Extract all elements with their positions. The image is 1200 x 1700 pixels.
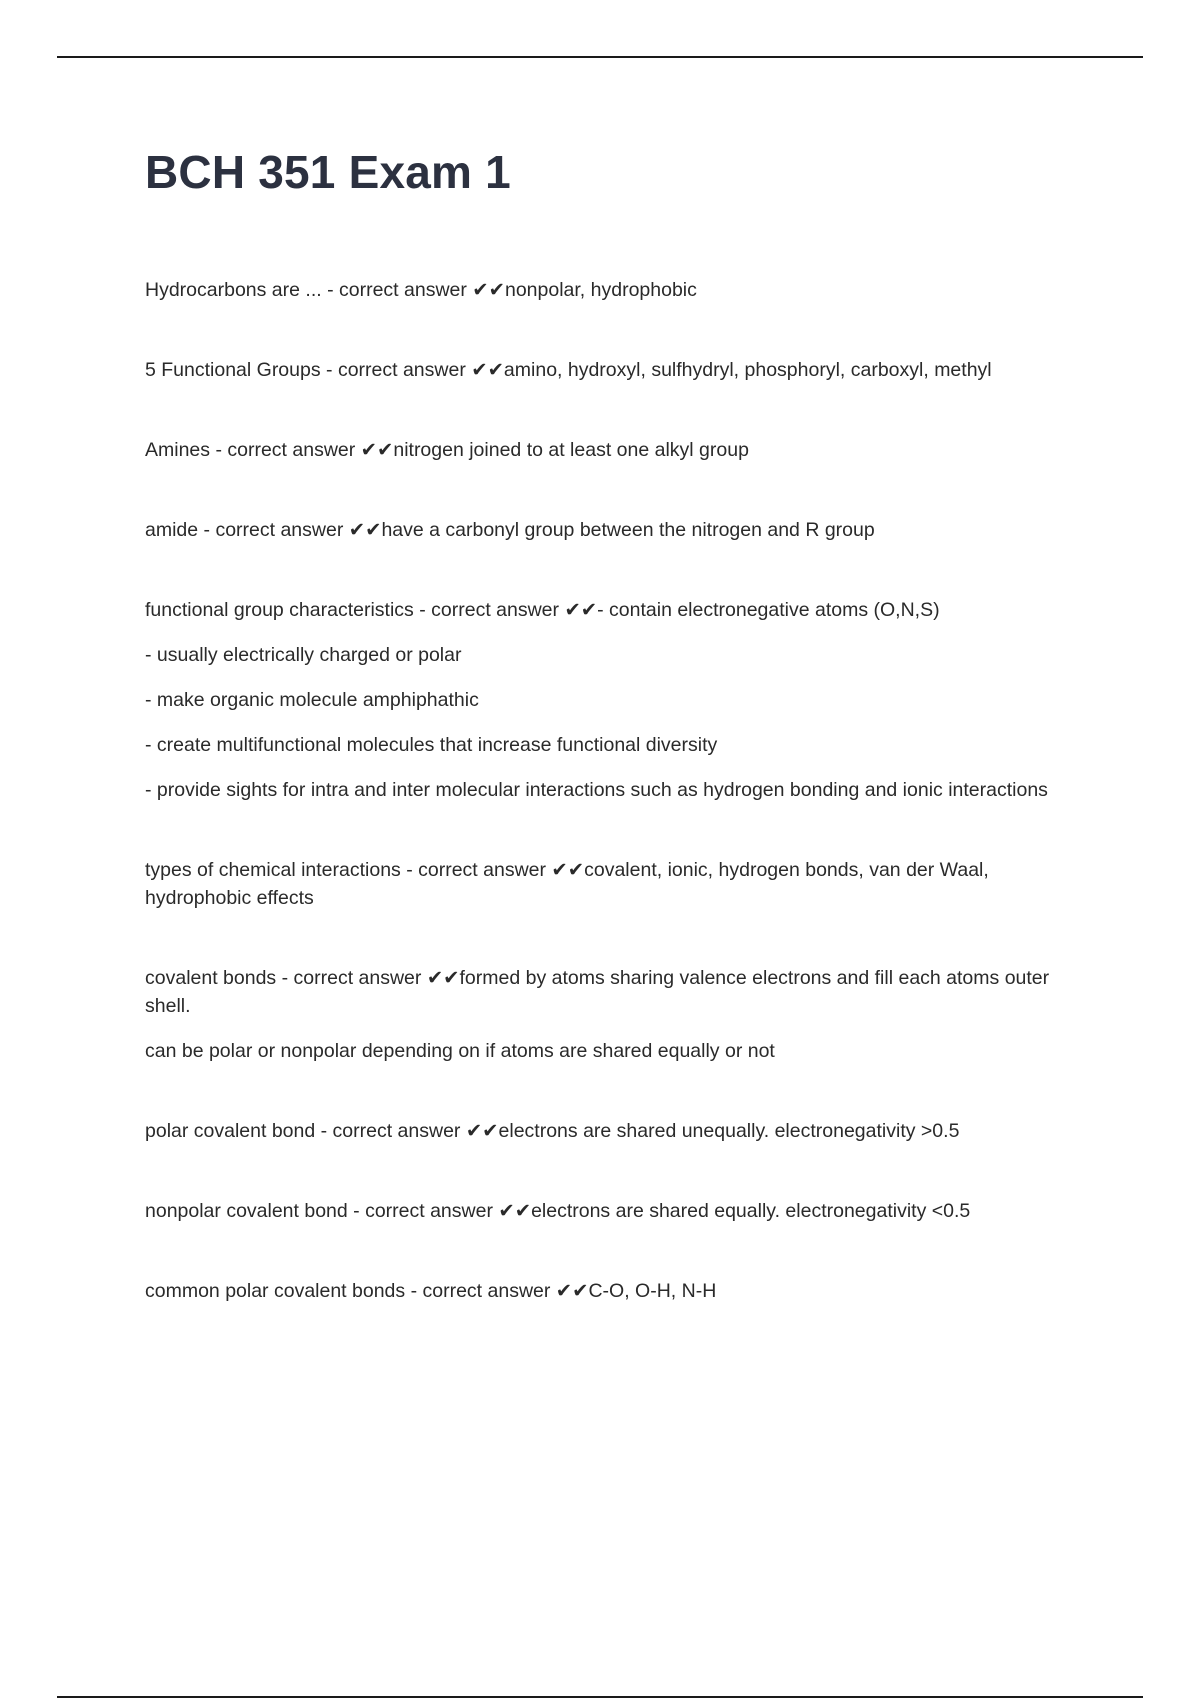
answer: have a carbonyl group between the nitrogen and R group bbox=[381, 519, 875, 541]
separator: - correct answer bbox=[405, 1280, 556, 1302]
check-icon: ✔✔ bbox=[348, 519, 382, 541]
term: nonpolar covalent bond bbox=[145, 1200, 348, 1222]
check-icon: ✔✔ bbox=[551, 859, 585, 881]
qa-question-line bbox=[145, 276, 1065, 304]
answer: nonpolar, hydrophobic bbox=[504, 279, 697, 301]
separator: - correct answer bbox=[315, 1120, 466, 1142]
qa-question-line bbox=[145, 516, 1065, 544]
page-title: BCH 351 Exam 1 bbox=[145, 146, 511, 198]
check-icon: ✔✔ bbox=[465, 1120, 499, 1142]
separator: - correct answer bbox=[320, 359, 472, 381]
check-icon: ✔✔ bbox=[472, 279, 505, 301]
term: functional group characteristics bbox=[145, 599, 414, 621]
qa-question-line bbox=[145, 356, 1065, 384]
term: 5 Functional Groups bbox=[145, 359, 321, 381]
qa-item bbox=[145, 1197, 1065, 1225]
check-icon: ✔✔ bbox=[564, 599, 598, 621]
separator: - correct answer bbox=[413, 599, 565, 621]
separator: - correct answer bbox=[400, 859, 552, 881]
separator: - correct answer bbox=[276, 967, 427, 989]
check-icon: ✔✔ bbox=[471, 359, 504, 381]
check-icon: ✔✔ bbox=[498, 1200, 532, 1222]
separator: - correct answer bbox=[198, 519, 349, 541]
qa-question-line bbox=[145, 436, 1065, 464]
separator: - correct answer bbox=[321, 279, 473, 301]
qa-item bbox=[145, 596, 1065, 804]
top-rule bbox=[57, 56, 1143, 58]
term: amide bbox=[145, 519, 199, 541]
qa-question-line bbox=[145, 1117, 1065, 1145]
answer-continuation: - make organic molecule amphiphathic bbox=[145, 689, 479, 711]
qa-item bbox=[145, 964, 1065, 1065]
answer: electrons are shared unequally. electronegativity >0.5 bbox=[498, 1120, 960, 1142]
qa-question-line bbox=[145, 596, 1065, 624]
qa-question-line bbox=[145, 856, 1065, 912]
qa-item bbox=[145, 276, 1065, 304]
qa-item bbox=[145, 516, 1065, 544]
term: polar covalent bond bbox=[145, 1120, 316, 1142]
answer: formed by atoms sharing valence electrons and fill each atoms outer shell. bbox=[145, 967, 1050, 1017]
check-icon: ✔✔ bbox=[426, 967, 460, 989]
qa-item bbox=[145, 1117, 1065, 1145]
qa-question-line bbox=[145, 1197, 1065, 1225]
qa-list bbox=[145, 276, 1065, 1305]
term: Amines bbox=[145, 439, 211, 461]
term: covalent bonds bbox=[145, 967, 277, 989]
answer-continuation: - usually electrically charged or polar bbox=[145, 644, 462, 666]
qa-item bbox=[145, 356, 1065, 384]
bottom-rule bbox=[57, 1696, 1143, 1698]
answer: nitrogen joined to at least one alkyl group bbox=[393, 439, 749, 461]
answer: C-O, O-H, N-H bbox=[588, 1280, 717, 1302]
term: types of chemical interactions bbox=[145, 859, 401, 881]
term: Hydrocarbons are ... bbox=[145, 279, 322, 301]
qa-question-line bbox=[145, 1277, 1065, 1305]
answer-continuation: - create multifunctional molecules that increase functional diversity bbox=[145, 734, 718, 756]
answer: electrons are shared equally. electronegativity <0.5 bbox=[531, 1200, 971, 1222]
term: common polar covalent bonds bbox=[145, 1280, 406, 1302]
separator: - correct answer bbox=[347, 1200, 499, 1222]
check-icon: ✔✔ bbox=[555, 1280, 589, 1302]
document-body bbox=[145, 140, 1065, 1357]
check-icon: ✔✔ bbox=[360, 439, 394, 461]
answer: amino, hydroxyl, sulfhydryl, phosphoryl, carboxyl, methyl bbox=[503, 359, 992, 381]
answer-continuation: - provide sights for intra and inter molecular interactions such as hydrogen bonding and ionic interactions bbox=[145, 779, 1048, 801]
qa-item bbox=[145, 856, 1065, 912]
qa-question-line bbox=[145, 964, 1065, 1020]
answer: - contain electronegative atoms (O,N,S) bbox=[597, 599, 940, 621]
qa-item bbox=[145, 436, 1065, 464]
qa-item bbox=[145, 1277, 1065, 1305]
answer: covalent, ionic, hydrogen bonds, van der Waal, hydrophobic effects bbox=[145, 859, 989, 909]
answer-continuation: can be polar or nonpolar depending on if atoms are shared equally or not bbox=[145, 1040, 775, 1062]
separator: - correct answer bbox=[210, 439, 361, 461]
